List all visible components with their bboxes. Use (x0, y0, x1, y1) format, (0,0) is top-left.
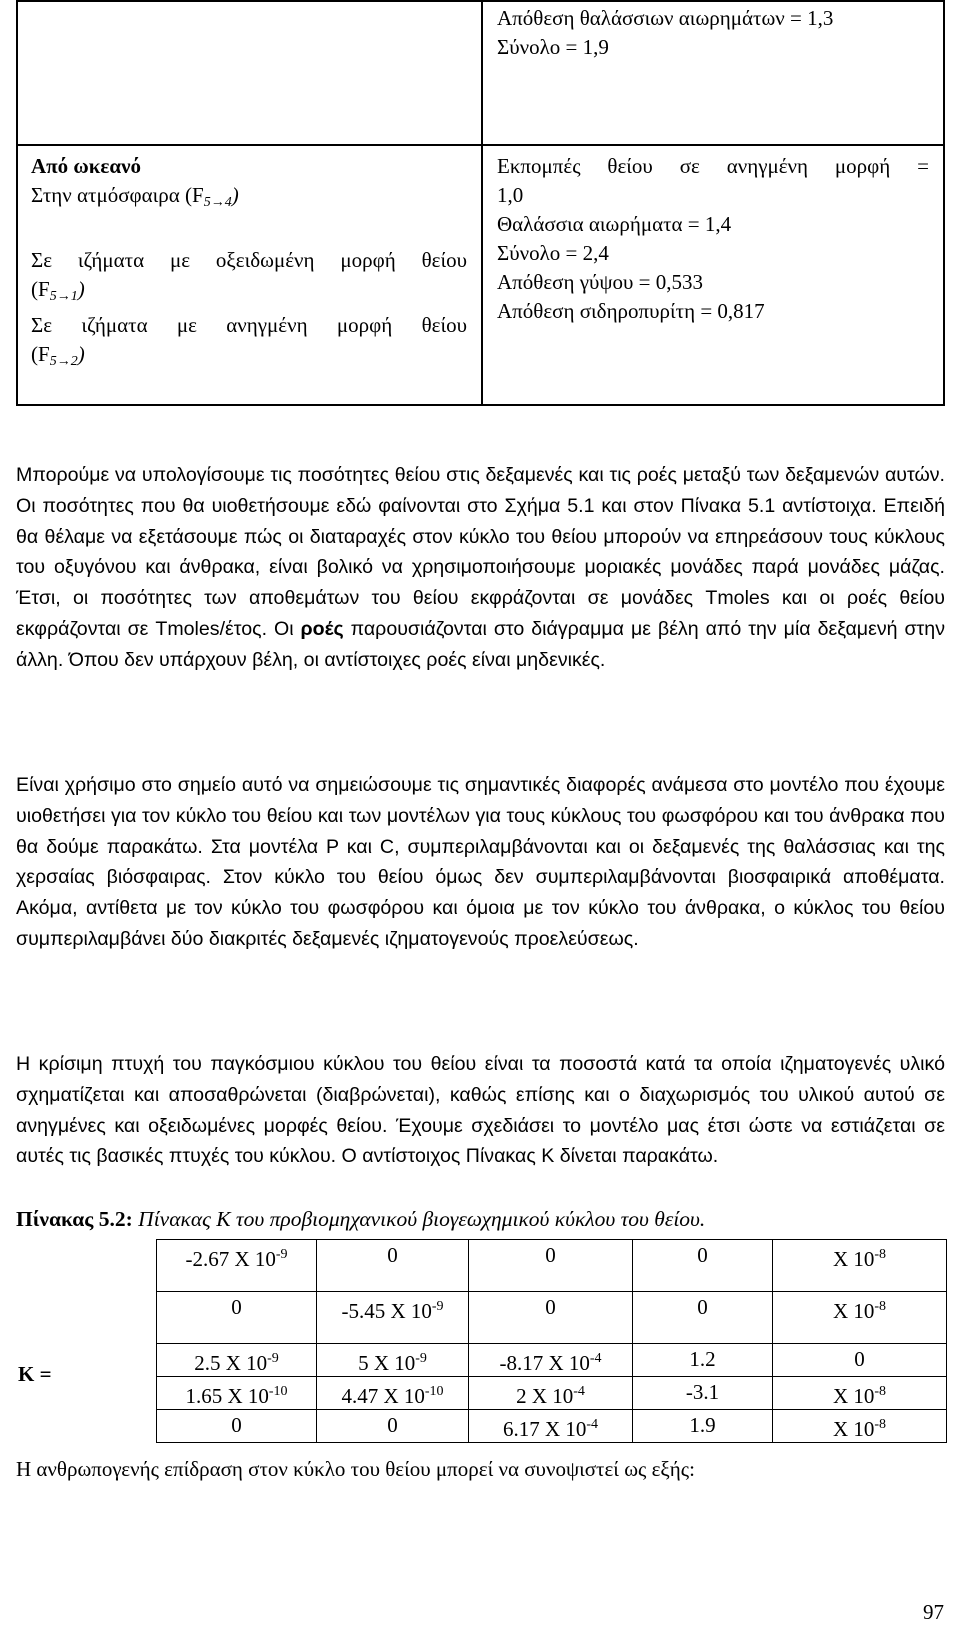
matrix-cell: 1.65 X $10^{-10}$ (157, 1377, 317, 1410)
matrix-cell: 0 (157, 1292, 317, 1344)
flux-table-cell-values (482, 145, 944, 405)
matrix-cell: 5 X $10^{-9}$ (317, 1344, 469, 1377)
table-line: Σύνολο = 1,9 (497, 35, 609, 59)
table-line: Απόθεση γύψου = 0,533 (497, 270, 704, 294)
matrix-cell: X $10^{-8}$ (773, 1240, 947, 1292)
matrix-cell: 0 (469, 1240, 633, 1292)
matrix-cell: 6.17 X $10^{-4}$ (469, 1410, 633, 1443)
flux-table-cell-empty (17, 1, 482, 145)
matrix-cell: -3.1 (633, 1377, 773, 1410)
oxidized-label: Σε ιζήματα με οξειδωμένη μορφή θείου (31, 248, 467, 272)
matrix-cell: 0 (773, 1344, 947, 1377)
matrix-cell: X $10^{-8}$ (773, 1410, 947, 1443)
matrix-cell: 0 (157, 1410, 317, 1443)
table-line: Εκπομπές θείου σε ανηγμένη μορφή = (497, 154, 929, 178)
matrix-cell: -8.17 X $10^{-4}$ (469, 1344, 633, 1377)
table-line: Απόθεση θαλάσσιων αιωρημάτων = 1,3 (497, 6, 834, 30)
matrix-cell: 0 (633, 1292, 773, 1344)
paragraph-sulfur-quantities: Μπορούμε να υπολογίσουμε τις ποσότητες θείου στις δεξαμενές και τις ροές μεταξύ των δεξαμενών αυτών. Οι ποσότητες που θα υιοθετήσουμε εδώ φαίνονται στο Σχήμα 5.1 και στον Πίνακα 5.1 αντίστοιχα. Επειδή θα θέλαμε να εξετάσουμε πώς οι διαταραχές στον κύκλο του θείου μπορούν να επηρεάσουν τους κύκλους του οξυγόνου και άνθρακα, είναι βολικό να χρησιμοποιήσουμε μοριακές μονάδες παρά μονάδες μάζας. Έτσι, οι ποσότητες των αποθεμάτων του θείου εκφράζονται σε μονάδες Tmoles και οι ροές θείου εκφράζονται σε Tmoles/έτος. Οι ροές παρουσιάζονται στο διάγραμμα με βέλη από την μία δεξαμενή στην άλλη. Όπου δεν υπάρχουν βέλη, οι αντίστοιχες ροές είναι μηδενικές. (16, 464, 945, 671)
table-line: 1,0 (497, 183, 524, 207)
page-number: 97 (923, 1600, 944, 1624)
matrix-row (157, 1292, 947, 1344)
matrix-cell: 0 (317, 1240, 469, 1292)
matrix-row (157, 1240, 947, 1292)
matrix-cell: 1.2 (633, 1344, 773, 1377)
matrix-cell: 1.9 (633, 1410, 773, 1443)
flux-table (16, 0, 945, 406)
matrix-cell: 2.5 X $10^{-9}$ (157, 1344, 317, 1377)
matrix-cell: 0 (469, 1292, 633, 1344)
table-caption: Πίνακας 5.2: Πίνακας Κ του προβιομηχανικού βιογεωχημικού κύκλου του θείου. (16, 1207, 706, 1231)
matrix-cell: 0 (633, 1240, 773, 1292)
atmosphere-label: Στην ατμόσφαιρα $(F_{5\to 4})$ (31, 183, 239, 210)
closing-line: Η ανθρωπογενής επίδραση στον κύκλο του θείου μπορεί να συνοψιστεί ως εξής: (16, 1457, 695, 1481)
matrix-cell: X $10^{-8}$ (773, 1292, 947, 1344)
paragraph-model-differences: Είναι χρήσιμο στο σημείο αυτό να σημειώσουμε τις σημαντικές διαφορές ανάμεσα στο μοντέλο που έχουμε υιοθετήσει για τον κύκλο του θείου και των μοντέλων για τους κύκλους του φωσφόρου και του άνθρακα που θα δούμε παρακάτω. Στα μοντέλα P και C, συμπεριλαμβάνονται και οι δεξαμενές της θαλάσσιας και της χερσαίας βιόσφαιρας. Στον κύκλο του θείου όμως δεν συμπεριλαμβάνονται βιοσφαιρικά αποθέματα. Ακόμα, αντίθετα με τον κύκλο του φωσφόρου και όμοια με τον κύκλο του άνθρακα, ο κύκλος του θείου συμπεριλαμβάνει δύο διακριτές δεξαμενές ιζηματογενούς προελεύσεως. (16, 774, 945, 950)
matrix-row (157, 1344, 947, 1377)
matrix-cell: -5.45 X $10^{-9}$ (317, 1292, 469, 1344)
flux-table-cell-totals (482, 1, 944, 145)
matrix-cell: 0 (317, 1410, 469, 1443)
table-line: Απόθεση σιδηροπυρίτη = 0,817 (497, 299, 765, 323)
reduced-label: Σε ιζήματα με ανηγμένη μορφή θείου (31, 313, 467, 337)
matrix-row (157, 1410, 947, 1443)
k-matrix (156, 1239, 947, 1443)
oxidized-flux-label: $(F_{5\to 1})$ (31, 277, 85, 304)
flux-table-cell-ocean (17, 145, 482, 405)
blank-line (31, 217, 467, 246)
matrix-cell: 2 X $10^{-4}$ (469, 1377, 633, 1410)
table-line: Σύνολο = 2,4 (497, 241, 609, 265)
paragraph-critical-aspect: Η κρίσιμη πτυχή του παγκόσμιου κύκλου του θείου είναι τα ποσοστά κατά τα οποία ιζηματογενές υλικό σχηματίζεται και αποσαθρώνεται (διαβρώνεται), καθώς επίσης και ο διαχωρισμός του υλικού αυτού σε ανηγμένες και οξειδωμένες μορφές θείου. Έχουμε σχεδιάσει το μοντέλο μας έτσι ώστε να εστιάζεται σε αυτές τις βασικές πτυχές του κύκλου. Ο αντίστοιχος Πίνακας Κ δίνεται παρακάτω. (16, 1053, 945, 1168)
matrix-label: K = (18, 1362, 52, 1386)
ocean-heading: Από ωκεανό (31, 154, 142, 178)
table-line: Θαλάσσια αιωρήματα = 1,4 (497, 212, 732, 236)
matrix-cell: 4.47 X $10^{-10}$ (317, 1377, 469, 1410)
reduced-flux-label: $(F_{5\to 2})$ (31, 342, 85, 369)
matrix-row (157, 1377, 947, 1410)
matrix-cell: X $10^{-8}$ (773, 1377, 947, 1410)
matrix-cell: -2.67 X $10^{-9}$ (157, 1240, 317, 1292)
